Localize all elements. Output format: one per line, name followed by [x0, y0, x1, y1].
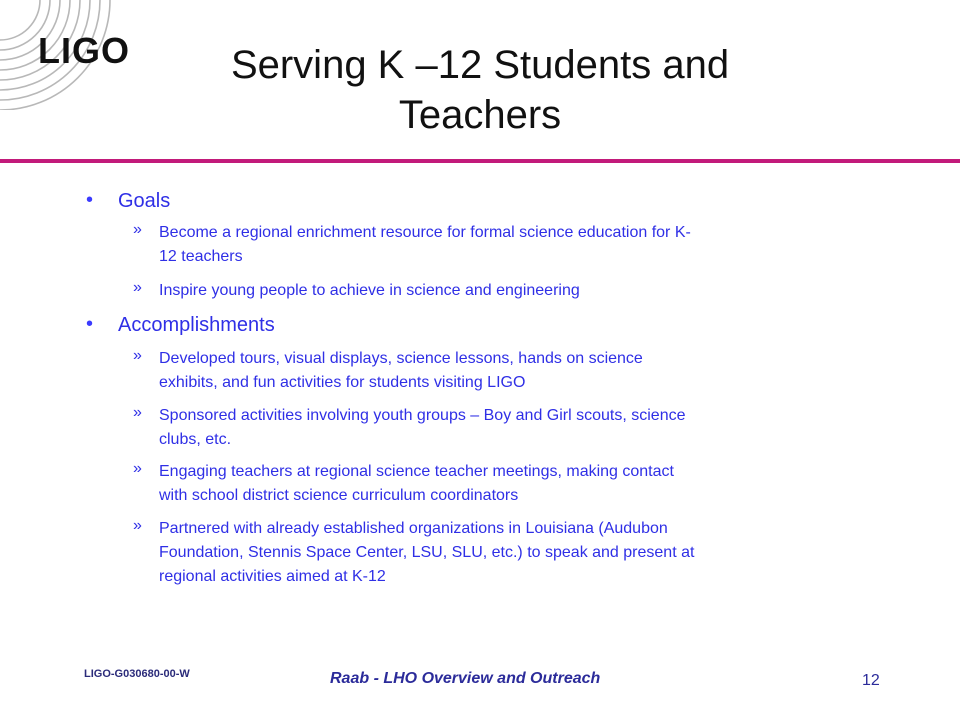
accomplishment-item-1-line-2: exhibits, and fun activities for students visiting LIGO	[159, 374, 526, 391]
sub-bullet-icon: »	[133, 279, 142, 296]
accomplishment-item-2-line-2: clubs, etc.	[159, 431, 232, 448]
sub-bullet-icon: »	[133, 347, 142, 364]
accomplishment-item-1-line-1: Developed tours, visual displays, science lessons, hands on science	[159, 350, 643, 367]
section-heading-accomplishments: Accomplishments	[118, 314, 275, 336]
accomplishment-item-3-line-1: Engaging teachers at regional science teacher meetings, making contact	[159, 463, 674, 480]
goal-item-2: Inspire young people to achieve in science and engineering	[159, 282, 580, 299]
slide-title-line-1: Serving K –12 Students and	[230, 43, 730, 87]
footer-document-id: LIGO-G030680-00-W	[84, 668, 190, 680]
bullet-icon: •	[86, 313, 94, 335]
goal-item-1-line-1: Become a regional enrichment resource for formal science education for K-	[159, 224, 691, 241]
sub-bullet-icon: »	[133, 517, 142, 534]
ligo-logo: LIGO	[38, 30, 130, 71]
footer-presentation-title: Raab - LHO Overview and Outreach	[330, 670, 601, 687]
bullet-icon: •	[86, 189, 94, 211]
accomplishment-item-4-line-1: Partnered with already established organizations in Louisiana (Audubon	[159, 520, 668, 537]
accomplishment-item-4-line-3: regional activities aimed at K-12	[159, 568, 386, 585]
accomplishment-item-3-line-2: with school district science curriculum coordinators	[159, 487, 519, 504]
goal-item-1-line-2: 12 teachers	[159, 248, 243, 265]
page-number: 12	[862, 672, 880, 689]
sub-bullet-icon: »	[133, 221, 142, 238]
accomplishment-item-2-line-1: Sponsored activities involving youth groups – Boy and Girl scouts, science	[159, 407, 686, 424]
accomplishment-item-4-line-2: Foundation, Stennis Space Center, LSU, SLU, etc.) to speak and present at	[159, 544, 695, 561]
slide-title-line-2: Teachers	[398, 93, 562, 137]
section-heading-goals: Goals	[118, 190, 171, 212]
sub-bullet-icon: »	[133, 404, 142, 421]
sub-bullet-icon: »	[133, 460, 142, 477]
